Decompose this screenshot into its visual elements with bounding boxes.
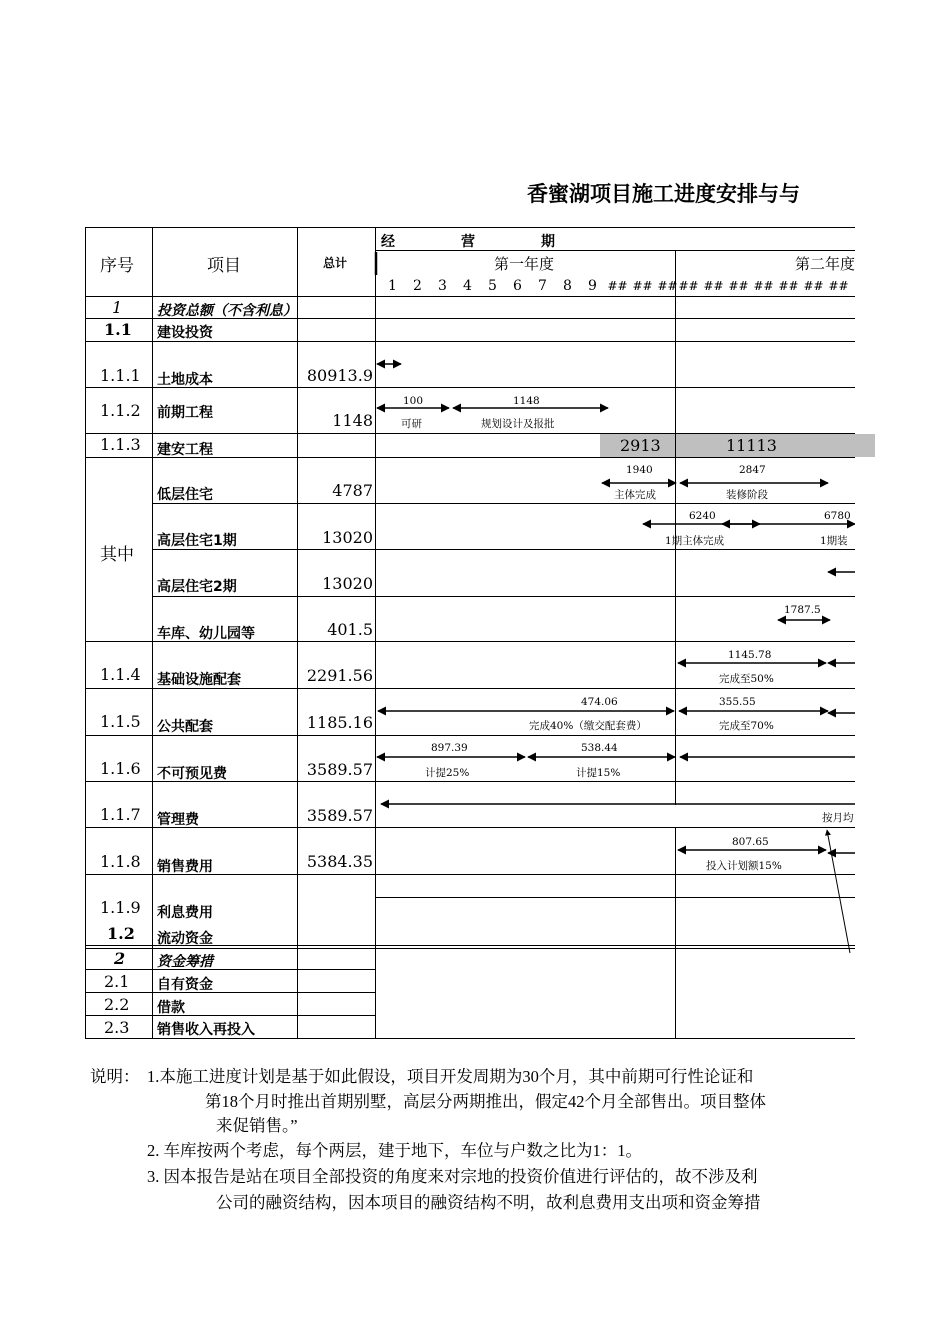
right-crop [855,160,950,1260]
gantt-value: 2847 [739,464,766,476]
gantt-value: 474.06 [581,696,618,708]
gantt-value: 6240 [689,510,716,522]
row-code: 1.1.3 [100,435,141,454]
row-code: 1.1.7 [100,805,141,824]
row-label: 销售费用 [157,859,213,875]
gantt-value: 1787.5 [784,604,821,616]
row-label: 建设投资 [157,325,213,341]
gantt-label: 主体完成 [614,489,656,501]
row-code: 2.3 [104,1018,130,1037]
row-label: 自有资金 [157,977,213,993]
row-label: 基础设施配套 [157,672,241,688]
row-label: 利息费用 [157,905,213,921]
row-label: 前期工程 [157,405,213,421]
header-seq: 序号 [100,256,134,276]
row-code: 2.1 [104,972,130,991]
row-code: 1 [112,298,123,317]
period-label-3: 期 [541,234,555,250]
row-label: 车库、幼儿园等 [157,626,255,642]
gantt-value: 1148 [513,395,540,407]
gantt-value: 1940 [626,464,653,476]
row-total: 5384.35 [306,852,373,871]
gantt-label: 1期装 [820,535,848,547]
qizhong-label: 其中 [100,545,134,565]
gantt-value: 100 [403,395,424,407]
gantt-label: 计提25% [425,767,470,779]
row-code: 1.1.1 [100,366,141,385]
row-label: 投资总额（不含利息） [157,303,297,319]
row-label: 建安工程 [157,442,213,458]
gantt-label: 计提15% [576,767,621,779]
row-total: 80913.9 [306,366,373,385]
row-label: 高层住宅2期 [157,579,237,595]
row-code: 1.2 [107,924,135,943]
row-code: 1.1.6 [100,759,141,778]
row-code: 1.1.9 [100,898,141,917]
row-label: 销售收入再投入 [157,1022,255,1038]
row-total: 4787 [332,481,373,500]
row-label: 借款 [157,1000,185,1016]
note-1b: 第18个月时推出首期别墅，高层分两期推出，假定42个月全部售出。项目整体 [205,1092,766,1111]
note-1a: 1.本施工进度计划是基于如此假设，项目开发周期为30个月，其中前期可行性论证和 [147,1067,754,1086]
gantt-label: 1期主体完成 [665,535,725,547]
gantt-value: 6780 [824,510,851,522]
gantt-label: 规划设计及报批 [481,418,555,430]
row-label: 低层住宅 [157,487,213,503]
row-label: 资金筹措 [157,954,213,970]
row-total: 3589.57 [306,806,373,825]
header-item: 项目 [207,256,241,276]
header-total: 总计 [323,256,348,270]
gantt-value: 807.65 [732,836,769,848]
row-total: 1185.16 [306,713,373,732]
row-total: 1148 [332,411,373,430]
row-total: 13020 [322,528,373,547]
note-1c: 来促销售。” [216,1116,298,1135]
header-year1: 第一年度 [494,255,555,273]
notes-prefix: 说明： [90,1067,140,1086]
gantt-label: 投入计划额15% [706,860,782,872]
gantt-value: 355.55 [719,696,756,708]
row-total: 401.5 [327,620,373,639]
gantt-label: 完成40%（缴交配套费） [529,720,647,732]
row-total: 2291.56 [306,666,373,685]
months-year1: 1 2 3 4 5 6 7 8 9 ## ## ## [388,278,678,294]
note-2: 2. 车库按两个考虑，每个两层，建于地下，车位与户数之比为1：1。 [147,1141,642,1160]
row-code: 1.1.5 [100,712,141,731]
row-label: 不可预见费 [157,766,227,782]
gantt-label: 装修阶段 [726,489,768,501]
row-code: 1.1.4 [100,665,141,684]
gantt-label: 可研 [401,418,422,430]
gantt-label: 按月均 [822,812,854,824]
grey-fill-edge [855,434,875,457]
row-code: 1.1 [104,320,132,339]
page-title: 香蜜湖项目施工进度安排与与 [527,182,800,206]
months-year2: ## ## ## ## ## ## ## [678,279,849,293]
row-code: 1.1.2 [100,401,141,420]
row-label: 管理费 [157,812,199,828]
gantt-value: 897.39 [431,742,468,754]
construction-value-1: 2913 [620,436,661,455]
period-label-1: 经 [381,234,395,250]
row-total: 3589.57 [306,760,373,779]
period-label-2: 营 [461,234,475,250]
row-total: 13020 [322,574,373,593]
note-3b: 公司的融资结构，因本项目的融资结构不明，故利息费用支出项和资金筹措 [216,1193,761,1212]
row-code: 2 [114,949,126,968]
gantt-label: 完成至50% [719,673,774,685]
construction-value-2: 11113 [726,436,777,455]
gantt-label: 完成至70% [719,720,774,732]
header-year2: 第二年度 [795,255,856,273]
gantt-value: 538.44 [581,742,618,754]
note-3a: 3. 因本报告是站在项目全部投资的角度来对宗地的投资价值进行评估的，故不涉及利 [147,1167,758,1186]
row-label: 流动资金 [157,931,213,947]
gantt-value: 1145.78 [728,649,772,661]
row-label: 高层住宅1期 [157,533,237,549]
row-label: 公共配套 [157,719,213,735]
row-code: 1.1.8 [100,852,141,871]
row-label: 土地成本 [157,372,213,388]
row-code: 2.2 [104,995,130,1014]
